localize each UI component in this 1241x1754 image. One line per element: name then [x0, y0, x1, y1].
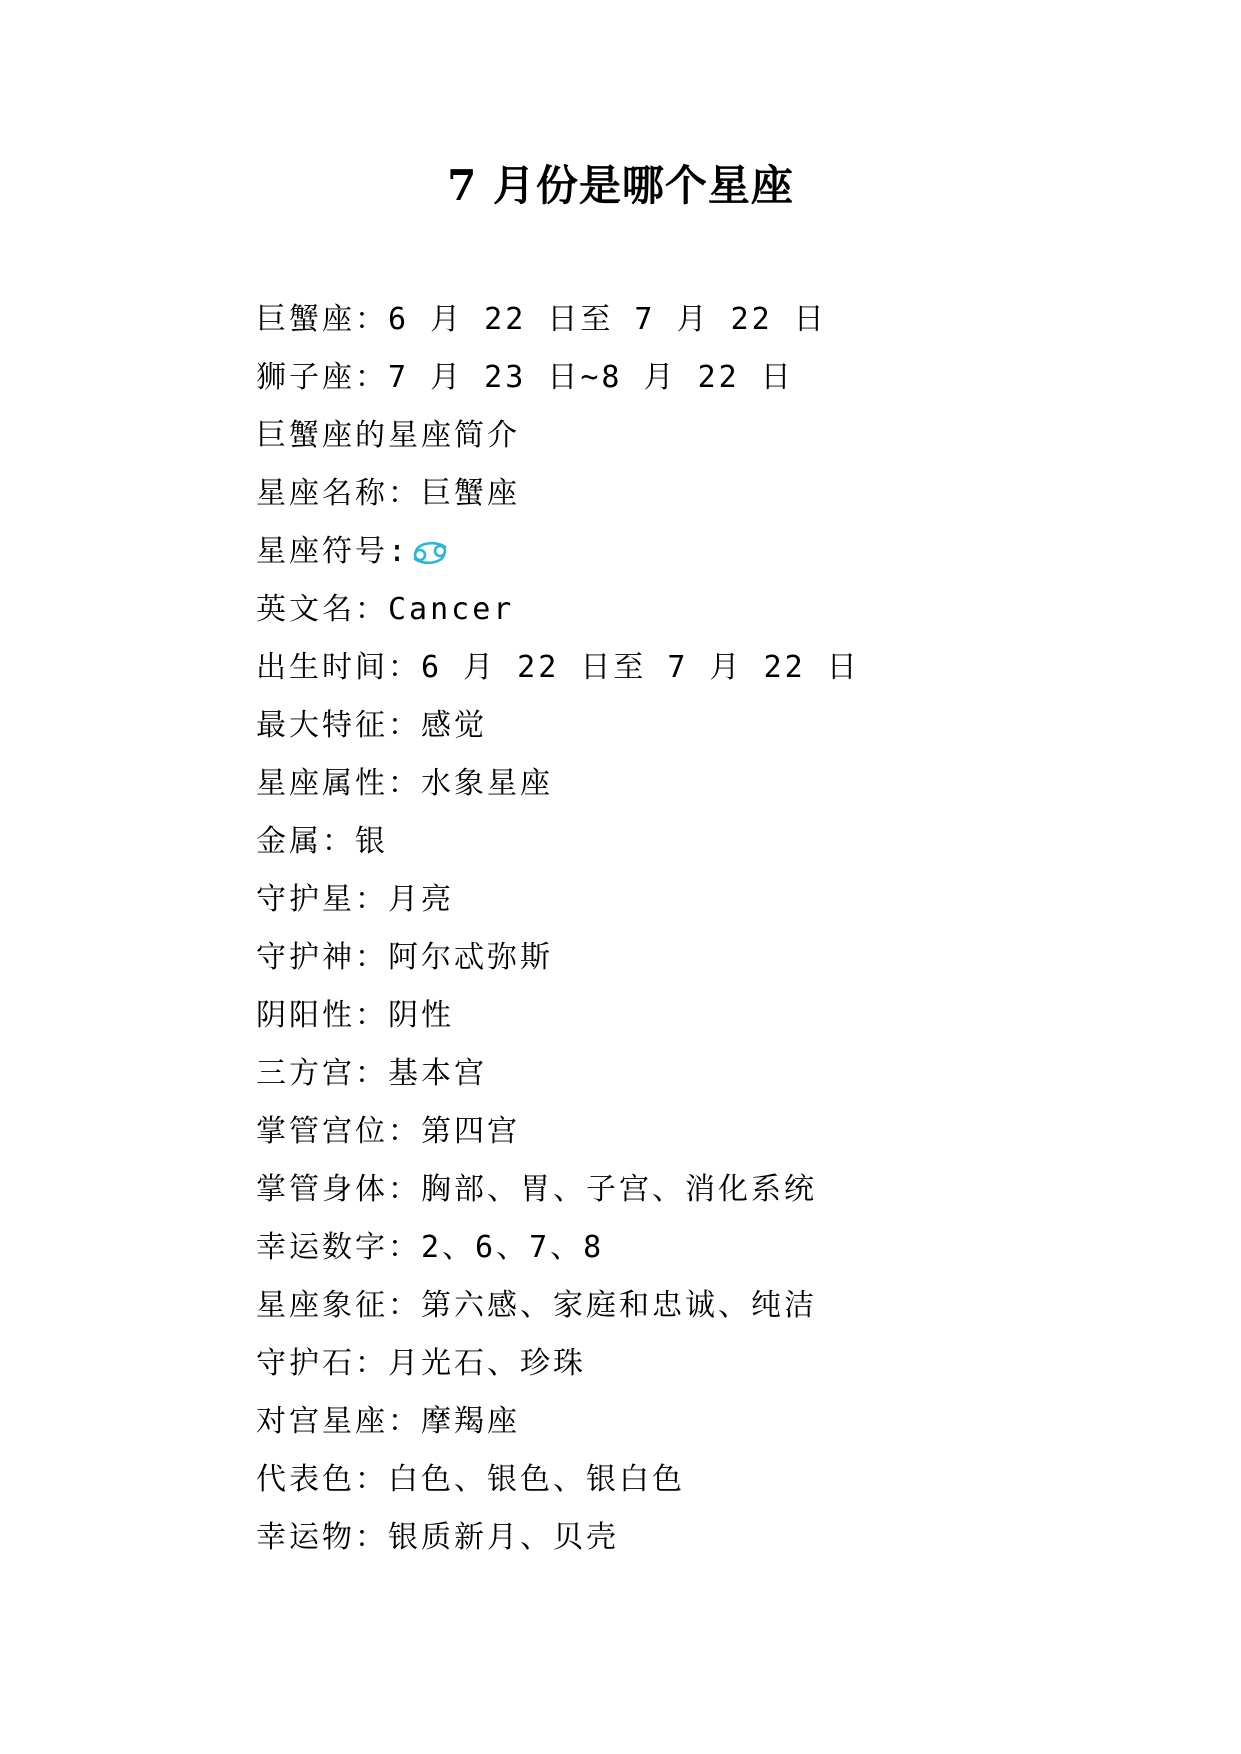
- text-line: 对宫星座：摩羯座: [256, 1404, 520, 1439]
- text-line: 英文名：Cancer: [256, 592, 515, 627]
- text-line: 狮子座：7 月 23 日~8 月 22 日: [256, 360, 794, 395]
- text-line: 星座名称：巨蟹座: [256, 476, 520, 511]
- page-title: 7 月份是哪个星座: [447, 161, 794, 210]
- text-line: 守护星：月亮: [256, 882, 454, 917]
- text-line: 出生时间：6 月 22 日至 7 月 22 日: [256, 650, 860, 685]
- text-line-symbol: [256, 523, 1156, 581]
- text-line: 守护神：阿尔忒弥斯: [256, 940, 553, 975]
- text-line: 三方宫：基本宫: [256, 1056, 487, 1091]
- text-line: 星座属性：水象星座: [256, 766, 553, 801]
- text-line: 最大特征：感觉: [256, 708, 487, 743]
- text-line: 巨蟹座的星座简介: [256, 418, 520, 453]
- text-line: 幸运数字：2、6、7、8: [256, 1230, 605, 1265]
- cancer-zodiac-icon: [411, 538, 449, 568]
- text-line: 掌管宫位：第四宫: [256, 1114, 520, 1149]
- text-line: 幸运物：银质新月、贝壳: [256, 1520, 619, 1555]
- text-line: 阴阳性：阴性: [256, 998, 454, 1033]
- text-line: 巨蟹座：6 月 22 日至 7 月 22 日: [256, 302, 827, 337]
- text-line: 金属：银: [256, 824, 388, 859]
- text-line: 掌管身体：胸部、胃、子宫、消化系统: [256, 1172, 817, 1207]
- document-body: [256, 291, 1156, 1567]
- text-line: 星座象征：第六感、家庭和忠诚、纯洁: [256, 1288, 817, 1323]
- text-line: 代表色：白色、银色、银白色: [256, 1462, 685, 1497]
- symbol-label: 星座符号:: [256, 534, 410, 569]
- text-line: 守护石：月光石、珍珠: [256, 1346, 586, 1381]
